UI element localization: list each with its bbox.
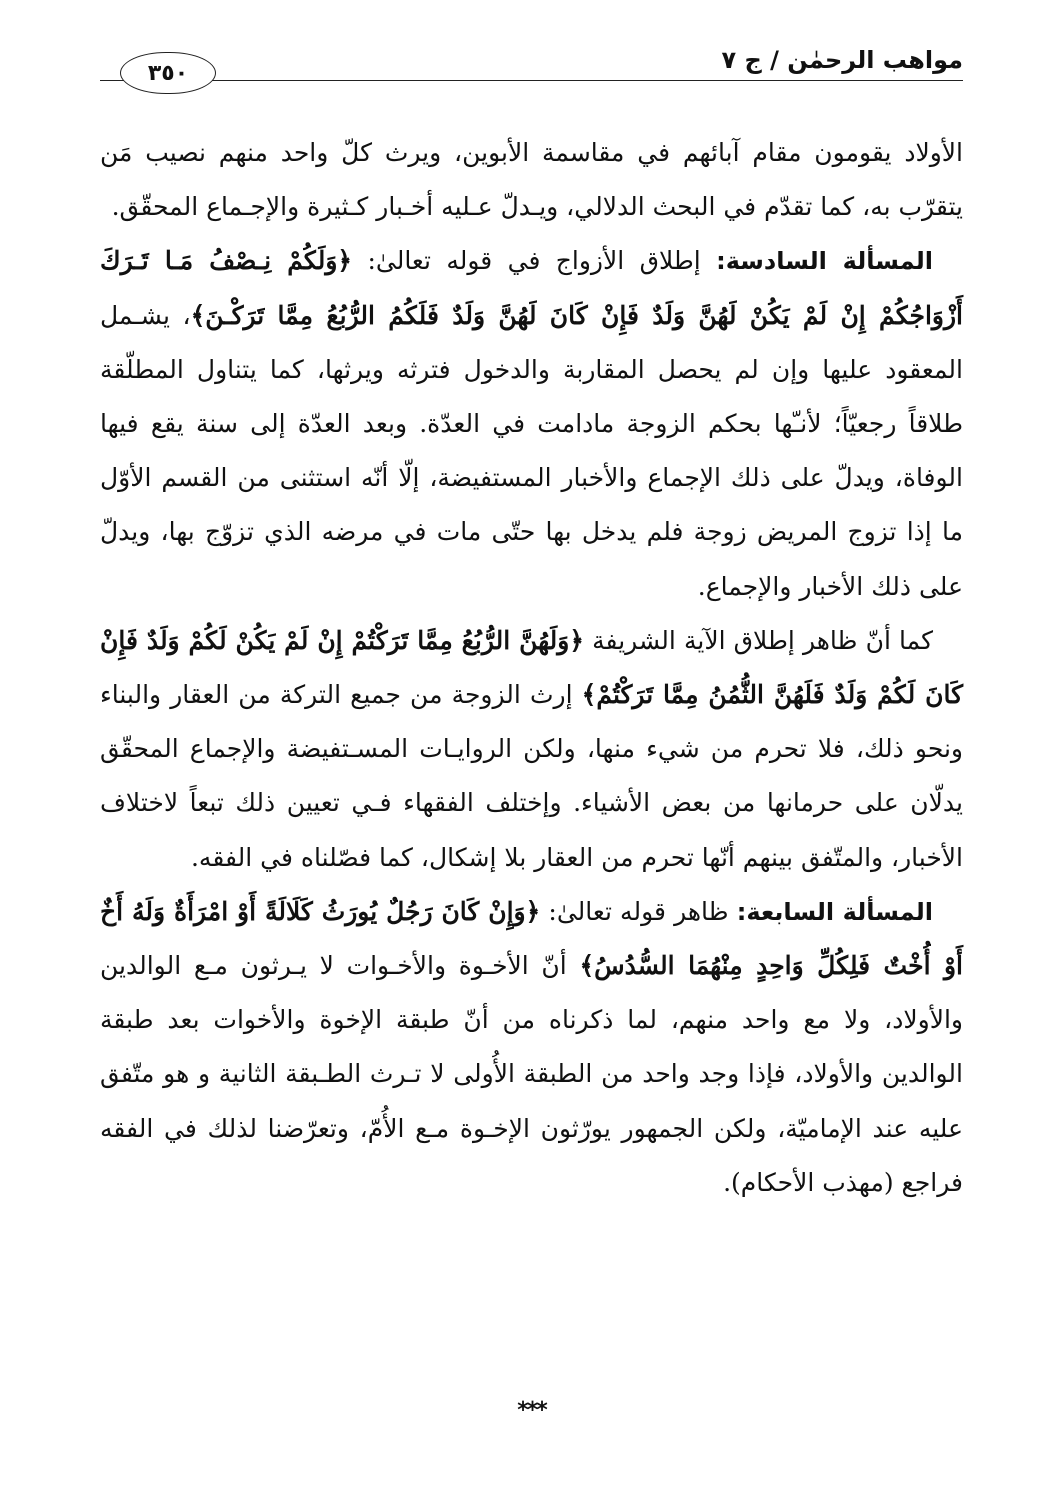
issue-heading: المسألة السادسة: [716, 247, 933, 276]
quran-verse: وَإِنْ كَانَ رَجُلٌ يُورَثُ كَلَالَةً أَوْ امْرَأَةٌ وَلَهُ أَخٌ أَوْ أُخْتٌ فَلِكُلِّ وَاحِدٍ مِنْهُمَا السُّدُسُ [100, 896, 963, 981]
paragraph-inheritance-children [100, 126, 963, 234]
verse-open-bracket: ﴿ [569, 625, 585, 655]
paragraph-seventh-issue [100, 885, 963, 1210]
issue-heading: المسألة السابعة: [736, 897, 933, 926]
paragraph-wife-inheritance [100, 614, 963, 885]
verse-close-bracket: ﴾ [579, 951, 595, 981]
page-header [100, 40, 963, 100]
paragraph-sixth-issue [100, 234, 963, 613]
paragraph-intro: إطلاق الأزواج في قوله تعالىٰ: [352, 246, 717, 276]
page-number: ٣٥٠ [147, 60, 189, 86]
section-end-mark: *** [517, 1398, 546, 1423]
paragraph-text: ، يشـمل المعقود عليها وإن لم يحصل المقاربة والدخول فترثه ويرثها، كما يتناول المطلّقة طلاقاً رجعيّاً؛ لأنـّها بحكم الزوجة مادامت في العدّة. وبعد العدّة إلى سنة يقع فيها الوفاة، ويدلّ على ذلك الإجماع والأخبار المستفيضة، إلّا أنّه استثنى من القسم الأوّل ما إذا تزوج المريض زوجة فلم يدخل بها حتّى مات في مرضه الذي تزوّج بها، ويدلّ على ذلك الأخبار والإجماع. [100, 300, 963, 601]
quran-verse: وَلَهُنَّ الرُّبُعُ مِمَّا تَرَكْتُمْ إِنْ لَمْ يَكُنْ لَكُمْ وَلَدٌ فَإِنْ كَانَ لَكُمْ وَلَدٌ فَلَهُنَّ الثُّمُنُ مِمَّا تَرَكْتُمْ [100, 625, 963, 710]
paragraph-intro: ظاهر قوله تعالىٰ: [540, 896, 737, 926]
paragraph-text: إرث الزوجة من جميع التركة من العقار والبناء ونحو ذلك، فلا تحرم من شيء منها، ولكن الروايـات المسـتفيضة والإجماع المحقّق يدلّان على حرمانها من بعض الأشياء. وإختلف الفقهاء فـي تعيين ذلك تبعاً لاختلاف الأخبار، والمتّفق بينهم أنّها تحرم من العقار بلا إشكال، كما فصّلناه في الفقه. [100, 680, 963, 872]
running-title: مواهب الرحمٰن / ج ٧ [721, 46, 963, 74]
verse-close-bracket: ﴾ [190, 300, 206, 330]
page-number-badge [120, 52, 216, 94]
page-body [100, 126, 963, 1210]
paragraph-text: أنّ الأخـوة والأخـوات لا يـرثون مـع الوالدين والأولاد، ولا مع واحد منهم، لما ذكرناه من أنّ طبقة الإخوة والأخوات بعد طبقة الوالدين والأولاد، فإذا وجد واحد من الطبقة الأُولى لا تـرث الطـبقة الثانية و هو متّفق عليه عند الإماميّة، ولكن الجمهور يورّثون الإخـوة مـع الأُمّ، وتعرّضنا لذلك في الفقه فراجع (مهذب الأحكام). [100, 951, 963, 1197]
paragraph-text: الأولاد يقومون مقام آبائهم في مقاسمة الأبوين، ويرث كلّ واحد منهم نصيب مَن يتقرّب به، كما تقدّم في البحث الدلالي، ويـدلّ عـليه أخـبار كـثيرة والإجـماع المحقّق. [100, 138, 963, 222]
quran-verse: وَلَكُمْ نِـصْفُ مَـا تَـرَكَ أَزْوَاجُكُمْ إِنْ لَمْ يَكُنْ لَهُنَّ وَلَدٌ فَإِنْ كَانَ لَهُنَّ وَلَدٌ فَلَكُمُ الرُّبُعُ مِمَّا تَرَكْـنَ [100, 246, 963, 330]
header-rule [100, 80, 963, 81]
paragraph-intro: كما أنّ ظاهر إطلاق الآية الشريفة [584, 625, 933, 655]
verse-open-bracket: ﴿ [525, 896, 541, 926]
verse-close-bracket: ﴾ [581, 680, 597, 710]
verse-open-bracket: ﴿ [337, 246, 353, 276]
